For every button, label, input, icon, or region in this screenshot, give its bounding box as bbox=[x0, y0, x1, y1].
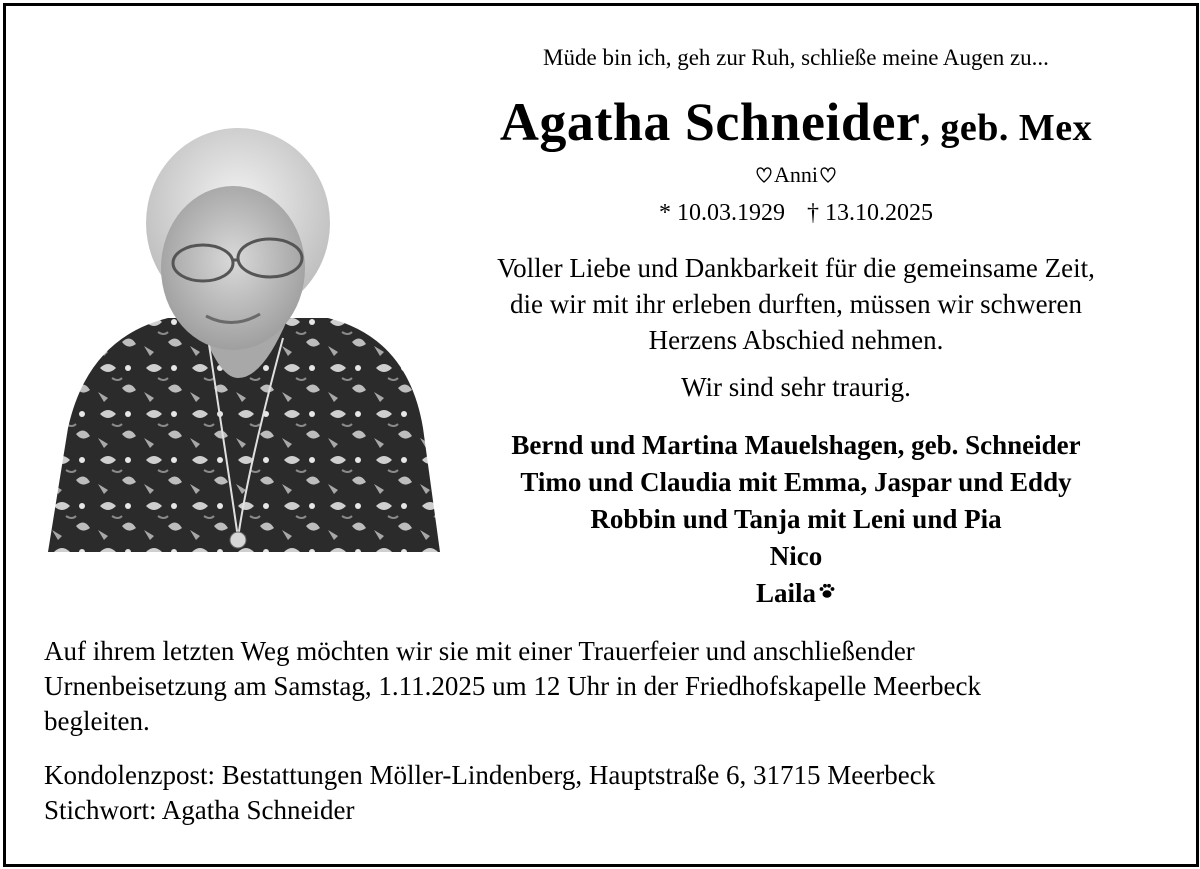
funeral-info bbox=[44, 634, 1154, 739]
family-line: Nico bbox=[769, 541, 823, 571]
condolence-info bbox=[44, 758, 1154, 828]
main-text bbox=[440, 250, 1152, 358]
deceased-name bbox=[440, 92, 1152, 152]
family-list bbox=[440, 427, 1152, 612]
pet-name: Laila bbox=[755, 578, 816, 608]
funeral-line: Auf ihrem letzten Weg möchten wir sie mit einer Trauerfeier und anschließender bbox=[44, 636, 915, 666]
birth-date: * 10.03.1929 bbox=[659, 200, 785, 226]
portrait-photo bbox=[48, 128, 440, 552]
main-text-line: Herzens Abschied nehmen. bbox=[648, 325, 944, 355]
family-line: Timo und Claudia mit Emma, Jaspar und Eddy bbox=[520, 467, 1072, 497]
funeral-line: begleiten. bbox=[44, 706, 150, 736]
main-text-line: Voller Liebe und Dankbarkeit für die gemeinsame Zeit, bbox=[497, 253, 1095, 283]
condolence-line: Kondolenzpost: Bestattungen Möller-Lindenberg, Hauptstraße 6, 31715 Meerbeck bbox=[44, 760, 936, 790]
main-text-line: die wir mit ihr erleben durften, müssen wir schweren bbox=[509, 289, 1083, 319]
motto: Müde bin ich, geh zur Ruh, schließe meine Augen zu... bbox=[543, 45, 1049, 70]
maiden-name: , geb. Mex bbox=[920, 107, 1093, 149]
nickname-line bbox=[440, 162, 1152, 188]
name-text: Agatha Schneider bbox=[499, 92, 921, 152]
life-dates bbox=[440, 200, 1152, 227]
nickname: Anni bbox=[774, 162, 818, 187]
family-line: Robbin und Tanja mit Leni und Pia bbox=[590, 504, 1002, 534]
death-date: † 13.10.2025 bbox=[807, 200, 933, 226]
family-line: Bernd und Martina Mauelshagen, geb. Schneider bbox=[511, 430, 1081, 460]
heart-icon bbox=[818, 165, 838, 185]
paw-icon bbox=[818, 582, 836, 600]
funeral-line: Urnenbeisetzung am Samstag, 1.11.2025 um 12 Uhr in der Friedhofskapelle Meerbeck bbox=[44, 671, 982, 701]
family-line-pet bbox=[440, 575, 1152, 612]
condolence-line: Stichwort: Agatha Schneider bbox=[44, 795, 355, 825]
heart-icon bbox=[754, 165, 774, 185]
sad-text: Wir sind sehr traurig. bbox=[681, 372, 911, 402]
